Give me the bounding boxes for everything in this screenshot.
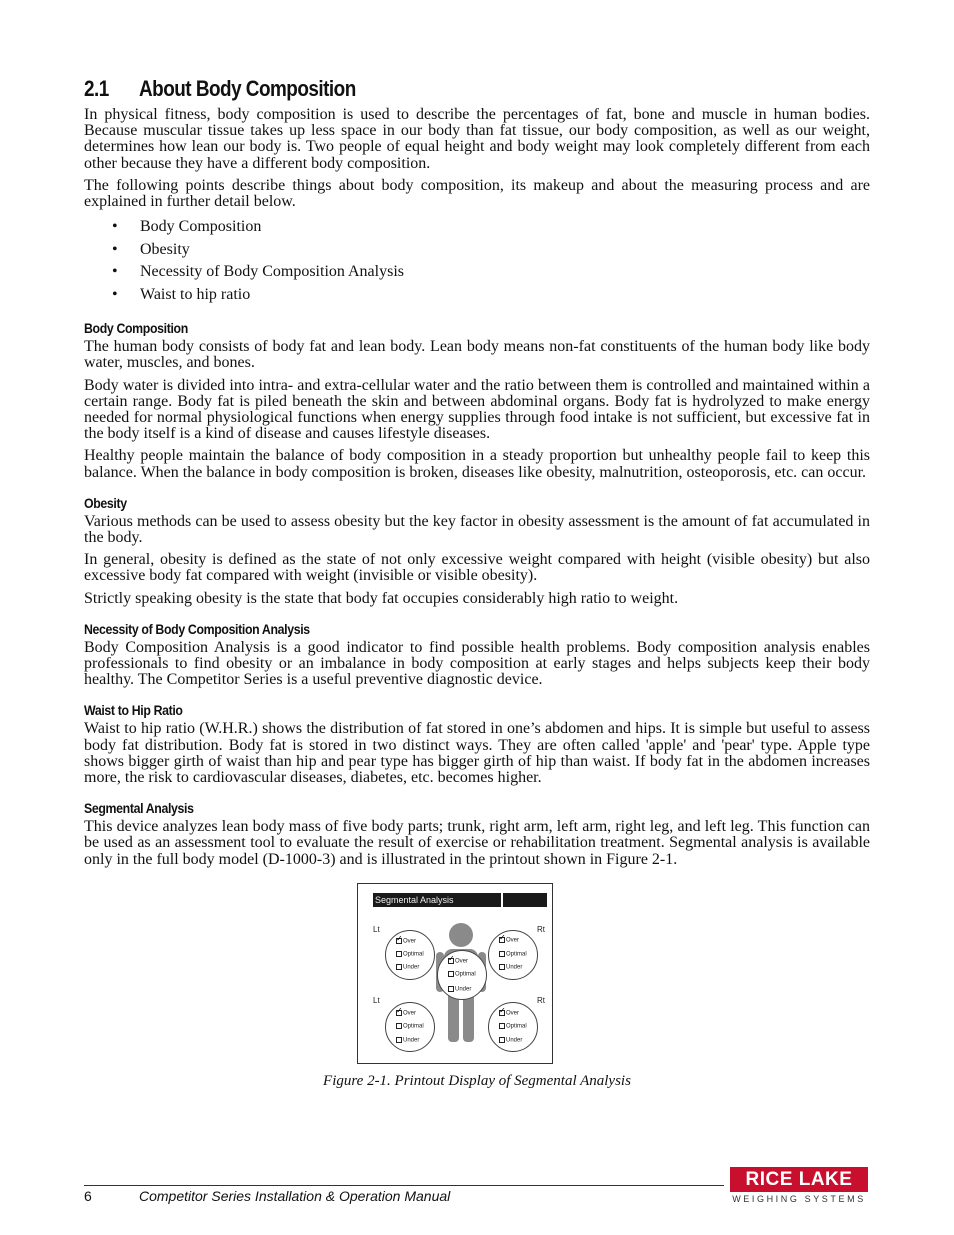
obesity-paragraph-2: In general, obesity is defined as the state of not only excessive weight compared with height (visible obesity) but also excessive body fat compared with weight (invisible or visible obesity).: [84, 551, 870, 585]
body-composition-heading: Body Composition: [84, 320, 188, 337]
left-label-bottom: Lt: [373, 996, 380, 1005]
checked-box-icon: [499, 1010, 505, 1016]
rice-lake-logo: [730, 1167, 868, 1207]
trunk-gauge: ✓Over Optimal Under: [437, 950, 487, 1000]
section-heading: [84, 76, 356, 102]
checked-box-icon: [448, 958, 454, 964]
intro-paragraph-1: In physical fitness, body composition is used to describe the percentages of fat, bone and muscle in human bodies. Because muscular tissue takes up less space in our body than fat tissue, our body composition, as well as our weight, determines how lean our body is. Two people of equal height and body weight may look completely different from each other because they have a different body composition.: [84, 106, 870, 172]
intro-paragraph-2: The following points describe things about body composition, its makeup and about the measuring process and are explained in further detail below.: [84, 176, 870, 211]
empty-box-icon: [499, 1037, 505, 1043]
empty-box-icon: [396, 951, 402, 957]
obesity-paragraph-1: Various methods can be used to assess obesity but the key factor in obesity assessment is the amount of fat accumulated in the body.: [84, 512, 870, 547]
right-label-bottom: Rt: [537, 996, 545, 1005]
necessity-paragraph-1: Body Composition Analysis is a good indicator to find possible health problems. Body composition analysis enables professionals to find obesity or an imbalance in body composition at early stages and helps subjects keep their body healthy. The Competitor Series is a useful preventive diagnostic device.: [84, 638, 870, 689]
list-item: • Obesity: [112, 240, 190, 258]
body-composition-paragraph-2: Body water is divided into intra- and extra-cellular water and the ratio between them is controlled and maintained within a certain range. Body fat is piled beneath the skin and between abdominal organs. Body fat is hydrolyzed to make energy needed for normal physiological functions when energy supplies through food intake is not sufficient, but excessive fat in the body itself is a kind of disease and causes lifestyle diseases.: [84, 376, 870, 443]
figure-caption: Figure 2-1. Printout Display of Segmental Analysis: [323, 1073, 631, 1089]
checked-box-icon: [396, 1010, 402, 1016]
list-item: • Necessity of Body Composition Analysis: [112, 263, 404, 281]
left-arm-gauge: ✓Over Optimal Under: [385, 930, 435, 980]
obesity-paragraph-3: Strictly speaking obesity is the state that body fat occupies considerably high ratio to weight.: [84, 589, 679, 607]
figure-title: Segmental Analysis: [373, 893, 547, 907]
segmental-paragraph-1: This device analyzes lean body mass of five body parts; trunk, right arm, left arm, right leg, and left leg. This function can be used as an assessment tool to evaluate the result of exercise or rehabilitation treatment. Segmental analysis is available only in the full body model (D-1000-3) and is illustrated in the printout shown in Figure 2-1.: [84, 818, 870, 868]
empty-box-icon: [396, 964, 402, 970]
section-number: 2.1: [84, 76, 109, 101]
page-number: 6: [84, 1188, 92, 1204]
empty-box-icon: [396, 1023, 402, 1029]
checked-box-icon: [499, 937, 505, 943]
logo-sub-text: WEIGHING SYSTEMS: [732, 1194, 866, 1204]
empty-box-icon: [448, 986, 454, 992]
empty-box-icon: [396, 1037, 402, 1043]
necessity-heading: Necessity of Body Composition Analysis: [84, 620, 310, 637]
main-content: [84, 107, 870, 874]
segmental-heading: Segmental Analysis: [84, 800, 194, 817]
empty-box-icon: [499, 964, 505, 970]
body-composition-paragraph-1: The human body consists of body fat and lean body. Lean body means non-fat constituents of the human body like body water, muscles, and bones.: [84, 338, 870, 372]
left-leg-gauge: ✓Over Optimal Under: [385, 1002, 435, 1052]
topic-list: [84, 216, 870, 306]
footer-divider: [84, 1185, 724, 1186]
left-label-top: Lt: [373, 925, 380, 934]
logo-main-text: RICE LAKE: [730, 1167, 868, 1192]
right-label-top: Rt: [537, 925, 545, 934]
empty-box-icon: [448, 971, 454, 977]
whr-paragraph-1: Waist to hip ratio (W.H.R.) shows the distribution of fat stored in one’s abdomen and hips. It is simple but useful to assess body fat distribution. Body fat is stored in two distinct ways. They are often called 'apple' and 'pear' type. Apple type shows bigger girth of waist than hip and pear type has bigger girth of hip than waist. If body fat in the abdomen increases more, the risk to cardiovascular diseases, diabetes, etc. becomes higher.: [84, 720, 870, 787]
figure-title-divider: [501, 893, 503, 907]
obesity-heading: Obesity: [84, 494, 127, 511]
right-arm-gauge: ✓Over Optimal Under: [488, 930, 538, 980]
empty-box-icon: [499, 1023, 505, 1029]
checked-box-icon: [396, 938, 402, 944]
body-composition-paragraph-3: Healthy people maintain the balance of body composition in a steady proportion but unhealthy people fail to keep this balance. When the balance in body composition is broken, diseases like obesity, malnutrition, osteoporosis, etc. can occur.: [84, 447, 870, 481]
manual-title: Competitor Series Installation & Operation Manual: [139, 1188, 451, 1204]
list-item: • Waist to hip ratio: [112, 285, 251, 303]
right-leg-gauge: ✓Over Optimal Under: [488, 1002, 538, 1052]
empty-box-icon: [499, 951, 505, 957]
whr-heading: Waist to Hip Ratio: [84, 702, 183, 719]
list-item: • Body Composition: [112, 218, 262, 236]
segmental-analysis-figure: [357, 883, 553, 1064]
section-title: About Body Composition: [139, 76, 356, 101]
